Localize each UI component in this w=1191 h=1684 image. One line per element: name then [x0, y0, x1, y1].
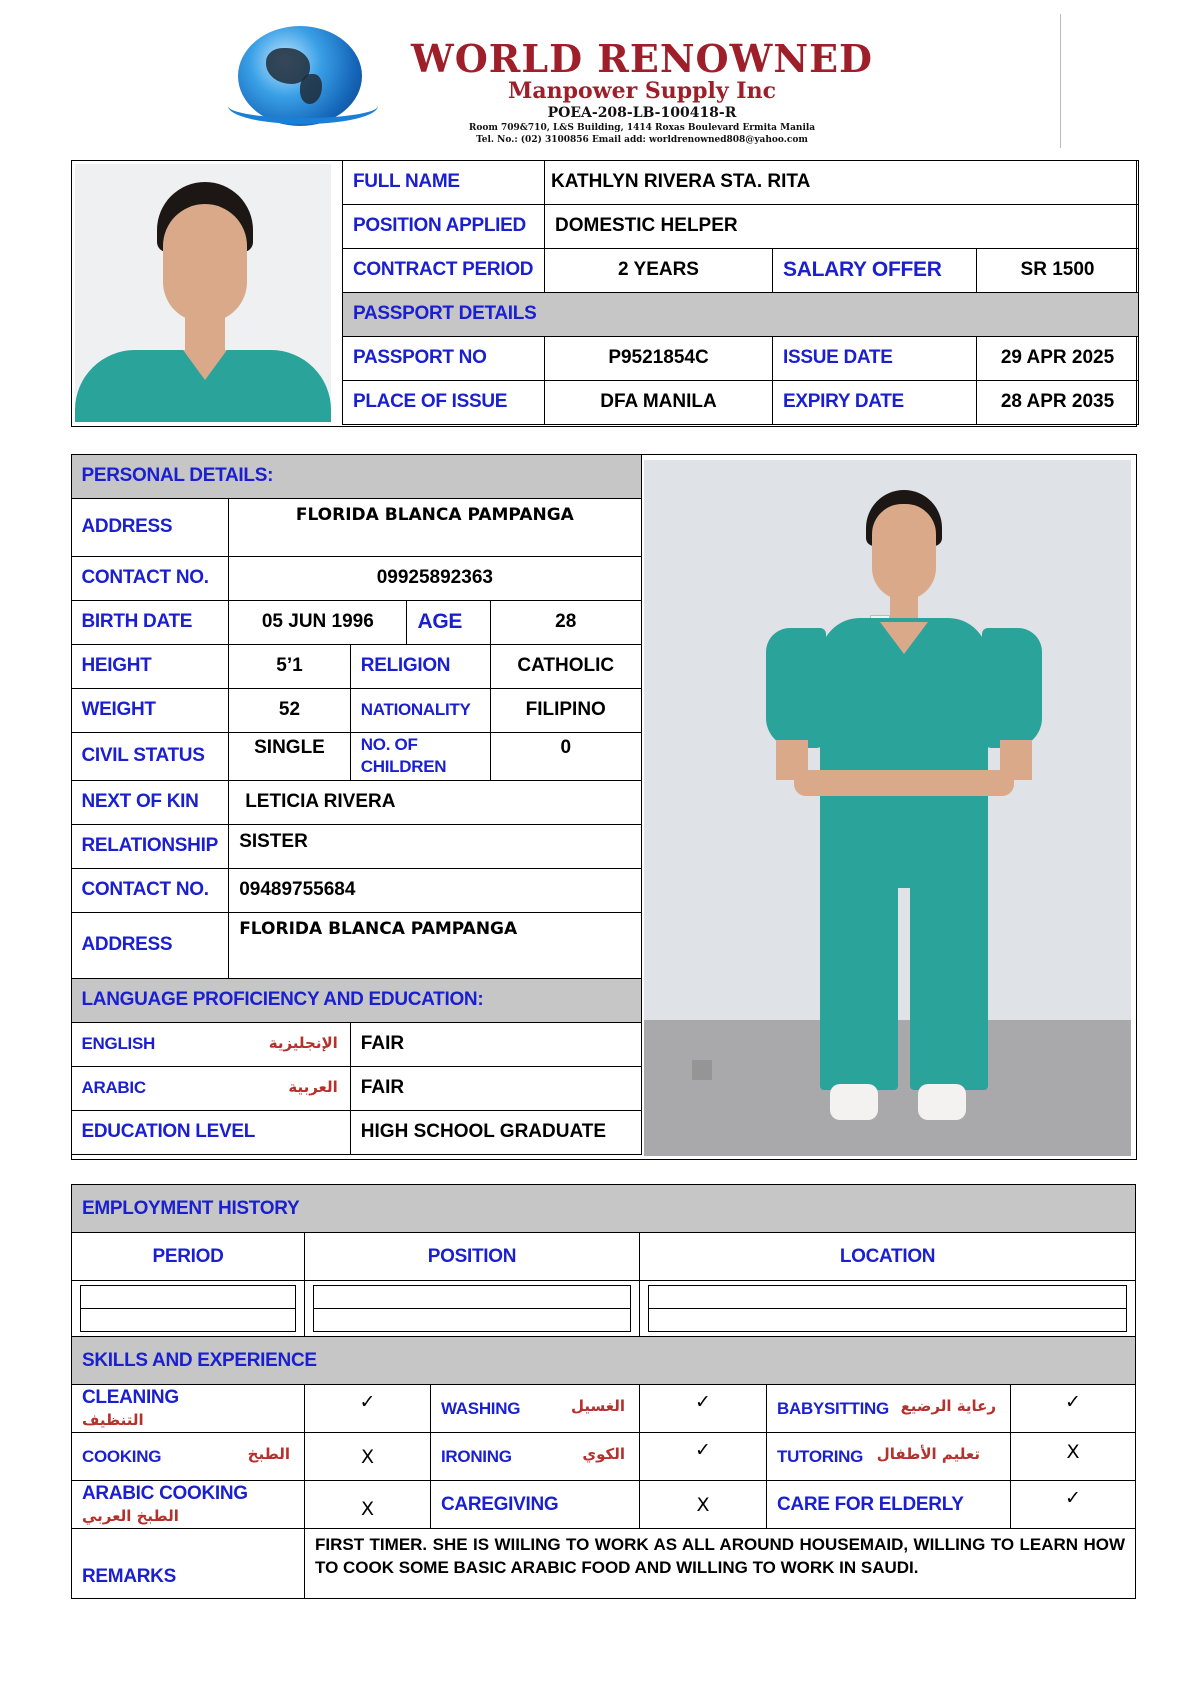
- birth-date-value: 05 JUN 1996: [229, 600, 407, 644]
- ironing-mark: ✓: [640, 1433, 767, 1481]
- arabic-cooking-cell: [72, 1481, 305, 1529]
- caregiving-mark: X: [640, 1481, 767, 1529]
- personal-details-header: PERSONAL DETAILS:: [71, 454, 641, 498]
- arabic-cooking-label: ARABIC COOKING: [82, 1482, 248, 1504]
- kin-address-value: FLORIDA BLANCA PAMPANGA: [229, 912, 641, 978]
- kin-contact-label: CONTACT NO.: [71, 868, 229, 912]
- place-of-issue-value: DFA MANILA: [545, 380, 773, 424]
- personal-section: [71, 454, 1137, 1160]
- age-value: 28: [490, 600, 641, 644]
- arabic-label: ARABIC: [81, 1078, 146, 1097]
- ironing-label: IRONING: [441, 1446, 512, 1466]
- english-label-cell: [71, 1022, 350, 1066]
- cooking-label: COOKING: [82, 1446, 162, 1466]
- next-of-kin-value: LETICIA RIVERA: [229, 780, 641, 824]
- passport-section-header: PASSPORT DETAILS: [343, 292, 1139, 336]
- english-label: ENGLISH: [81, 1034, 155, 1053]
- relationship-value: SISTER: [229, 824, 641, 868]
- cooking-cell: [72, 1433, 305, 1481]
- ironing-arabic-label: الكوي: [582, 1445, 625, 1463]
- arabic-label-cell: [71, 1066, 350, 1110]
- company-address: Room 709&710, L&S Building, 1414 Roxas Boulevard Ermita Manila: [468, 123, 816, 133]
- passport-no-value: P9521854C: [545, 336, 773, 380]
- kin-address-label: ADDRESS: [71, 912, 229, 978]
- next-of-kin-label: NEXT OF KIN: [71, 780, 229, 824]
- cleaning-cell: [72, 1385, 305, 1433]
- arabic-arabic-label: العربية: [288, 1077, 338, 1096]
- education-value: HIGH SCHOOL GRADUATE: [350, 1110, 641, 1154]
- religion-label: RELIGION: [350, 644, 490, 688]
- tutoring-arabic-label: تعليم الأطفال: [876, 1445, 980, 1463]
- full-name-value: KATHLYN RIVERA STA. RITA: [545, 160, 1139, 204]
- col-location-header: LOCATION: [640, 1233, 1136, 1281]
- tutoring-label: TUTORING: [777, 1446, 864, 1466]
- employment-row-period: [72, 1281, 305, 1337]
- english-arabic-label: الإنجليزية: [268, 1033, 338, 1052]
- contact-label: CONTACT NO.: [71, 556, 229, 600]
- arabic-value: FAIR: [350, 1066, 641, 1110]
- contract-label: CONTRACT PERIOD: [343, 248, 545, 292]
- babysitting-mark: ✓: [1011, 1385, 1136, 1433]
- height-value: 5’1: [229, 644, 351, 688]
- employment-skills-table: [71, 1184, 1136, 1599]
- company-name: WORLD RENOWNED: [411, 36, 873, 81]
- cooking-mark: X: [305, 1433, 431, 1481]
- age-label: AGE: [407, 600, 490, 644]
- weight-value: 52: [229, 688, 351, 732]
- arabic-cooking-mark: X: [305, 1481, 431, 1529]
- weight-label: WEIGHT: [71, 688, 229, 732]
- remarks-label: REMARKS: [72, 1529, 305, 1599]
- employment-section-header: EMPLOYMENT HISTORY: [72, 1185, 1136, 1233]
- nationality-label: NATIONALITY: [350, 688, 490, 732]
- company-subtitle: Manpower Supply Inc: [508, 78, 776, 104]
- civil-status-label: CIVIL STATUS: [71, 732, 229, 780]
- col-position-header: POSITION: [305, 1233, 640, 1281]
- washing-cell: [431, 1385, 640, 1433]
- babysitting-cell: [767, 1385, 1011, 1433]
- tutoring-mark: X: [1011, 1433, 1136, 1481]
- applicant-section: [71, 160, 1137, 427]
- kin-contact-value: 09489755684: [229, 868, 641, 912]
- salary-value: SR 1500: [977, 248, 1139, 292]
- english-value: FAIR: [350, 1022, 641, 1066]
- globe-logo-icon: [238, 26, 362, 126]
- cleaning-arabic-label: التنظيف: [82, 1410, 144, 1429]
- washing-mark: ✓: [640, 1385, 767, 1433]
- col-period-header: PERIOD: [72, 1233, 305, 1281]
- employment-row-position: [305, 1281, 640, 1337]
- care-for-elderly-mark: ✓: [1011, 1481, 1136, 1529]
- issue-date-label: ISSUE DATE: [773, 336, 977, 380]
- birth-date-label: BIRTH DATE: [71, 600, 229, 644]
- religion-value: CATHOLIC: [490, 644, 641, 688]
- cooking-arabic-label: الطبخ: [247, 1445, 290, 1463]
- cleaning-label: CLEANING: [82, 1386, 179, 1408]
- washing-arabic-label: الغسيل: [570, 1397, 625, 1415]
- babysitting-arabic-label: رعاية الرضيع: [900, 1397, 996, 1415]
- expiry-date-value: 28 APR 2035: [977, 380, 1139, 424]
- nationality-value: FILIPINO: [490, 688, 641, 732]
- care-for-elderly-label: CARE FOR ELDERLY: [767, 1481, 1011, 1529]
- arabic-cooking-arabic-label: الطبخ العربي: [82, 1506, 179, 1525]
- company-contact: Tel. No.: (02) 3100856 Email add: worldrenowned808@yahoo.com: [476, 135, 808, 145]
- tutoring-cell: [767, 1433, 1011, 1481]
- education-label: EDUCATION LEVEL: [71, 1110, 350, 1154]
- issue-date-value: 29 APR 2025: [977, 336, 1139, 380]
- headshot-photo: [75, 164, 331, 422]
- position-value: DOMESTIC HELPER: [545, 204, 1139, 248]
- remarks-value: FIRST TIMER. SHE IS WIILING TO WORK AS ALL AROUND HOUSEMAID, WILLING TO LEARN HOW TO COOK SOME BASIC ARABIC FOOD AND WILLING TO WORK IN SAUDI.: [305, 1529, 1136, 1599]
- passport-no-label: PASSPORT NO: [343, 336, 545, 380]
- language-section-header: LANGUAGE PROFICIENCY AND EDUCATION:: [71, 978, 641, 1022]
- expiry-date-label: EXPIRY DATE: [773, 380, 977, 424]
- ironing-cell: [431, 1433, 640, 1481]
- contact-value: 09925892363: [229, 556, 641, 600]
- position-label: POSITION APPLIED: [343, 204, 545, 248]
- babysitting-label: BABYSITTING: [777, 1398, 889, 1418]
- applicant-table: [342, 160, 1139, 425]
- washing-label: WASHING: [441, 1398, 521, 1418]
- cleaning-mark: ✓: [305, 1385, 431, 1433]
- employment-row-location: [640, 1281, 1136, 1337]
- caregiving-label: CAREGIVING: [431, 1481, 640, 1529]
- children-label: NO. OF CHILDREN: [350, 732, 490, 780]
- personal-table: [71, 454, 642, 1155]
- relationship-label: RELATIONSHIP: [71, 824, 229, 868]
- contract-value: 2 YEARS: [545, 248, 773, 292]
- skills-section-header: SKILLS AND EXPERIENCE: [72, 1337, 1136, 1385]
- address-label: ADDRESS: [71, 498, 229, 556]
- full-name-label: FULL NAME: [343, 160, 545, 204]
- civil-status-value: SINGLE: [229, 732, 351, 780]
- license-number: POEA-208-LB-100418-R: [547, 105, 737, 121]
- address-value: FLORIDA BLANCA PAMPANGA: [229, 498, 641, 556]
- salary-label: SALARY OFFER: [773, 248, 977, 292]
- height-label: HEIGHT: [71, 644, 229, 688]
- children-value: 0: [490, 732, 641, 780]
- place-of-issue-label: PLACE OF ISSUE: [343, 380, 545, 424]
- full-body-photo: [644, 460, 1131, 1156]
